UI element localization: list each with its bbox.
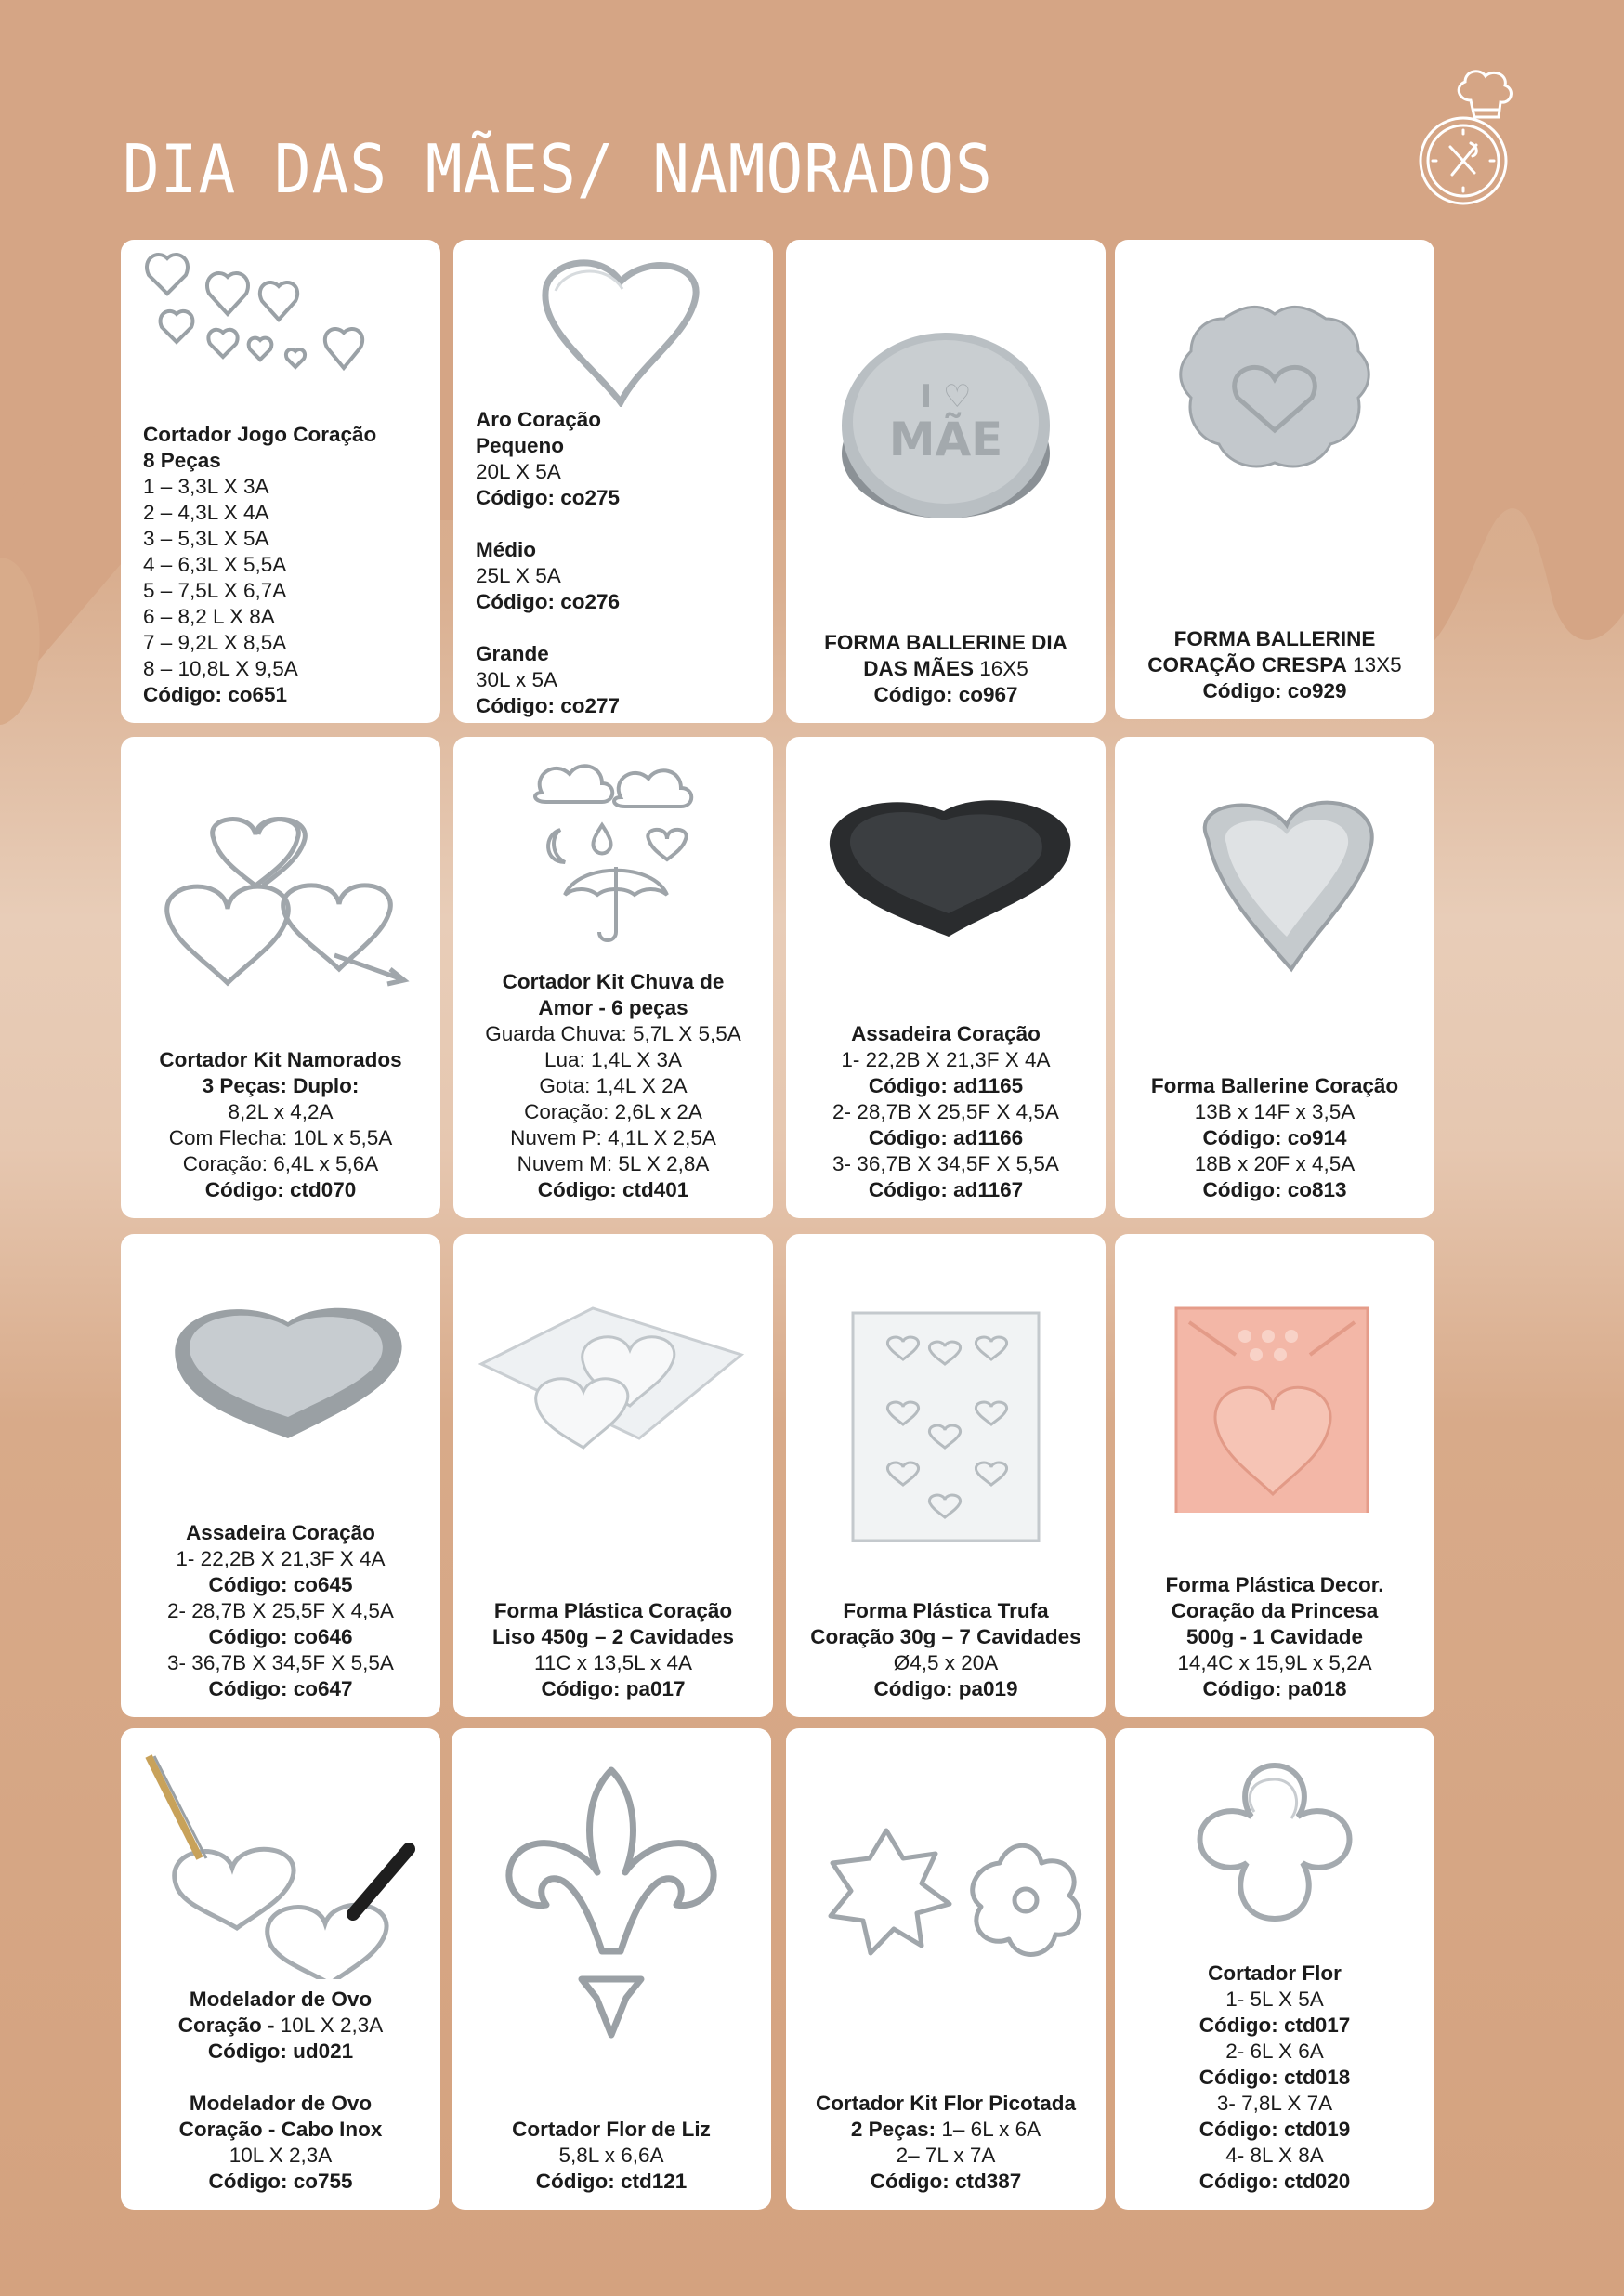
- product-line-bold: [139, 1624, 422, 1650]
- line-text: Guarda Chuva: 5,7L X 5,5A: [485, 1022, 741, 1045]
- product-line-bold: [143, 682, 422, 708]
- product-line: [472, 1047, 754, 1073]
- product-line: [143, 656, 422, 682]
- line-text: Código: ad1167: [868, 1178, 1024, 1201]
- product-line: [1133, 2143, 1416, 2169]
- product-card[interactable]: [121, 240, 440, 723]
- product-card[interactable]: [121, 737, 440, 1218]
- product-card[interactable]: [453, 737, 773, 1218]
- product-line: [472, 1125, 754, 1151]
- line-text: Grande: [476, 642, 549, 665]
- line-text: Código: co645: [208, 1573, 353, 1596]
- product-line: [805, 1047, 1087, 1073]
- product-line-bold: [476, 485, 754, 511]
- aluminum-heart-pan-icon: [121, 1234, 440, 1503]
- line-text: 3- 36,7B X 34,5F X 5,5A: [832, 1152, 1059, 1175]
- line-text: 3- 36,7B X 34,5F X 5,5A: [167, 1651, 394, 1674]
- line-text: Código: ctd121: [535, 2170, 688, 2193]
- product-description: [453, 407, 773, 723]
- line-text: Forma Plástica Decor.: [1165, 1573, 1384, 1596]
- plastic-truffle-mold-icon: [786, 1234, 1106, 1550]
- line-text: Código: pa017: [541, 1677, 686, 1700]
- line-text: Forma Ballerine Coração: [1150, 1074, 1399, 1097]
- product-line-bold: [139, 2117, 422, 2143]
- product-line: [476, 667, 754, 693]
- line-text: 8 – 10,8L X 9,5A: [143, 657, 298, 680]
- plastic-heart-mold-icon: [453, 1234, 773, 1513]
- product-line: [805, 1099, 1087, 1125]
- product-card[interactable]: [786, 240, 1106, 723]
- flower-cutter-icon: [1115, 1728, 1434, 1951]
- product-line: [143, 578, 422, 604]
- line-text: Modelador de Ovo: [189, 2092, 373, 2115]
- line-text: Médio: [476, 538, 536, 561]
- line-text: 500g - 1 Cavidade: [1185, 1625, 1364, 1648]
- line-text: Cortador Kit Namorados: [159, 1048, 402, 1071]
- product-line: [143, 526, 422, 552]
- product-description: [786, 1550, 1106, 1717]
- line-text: Código: ctd387: [870, 2170, 1022, 2193]
- line-text: Código: ud021: [207, 2040, 354, 2063]
- line-text: 30L x 5A: [476, 668, 557, 691]
- product-description: [786, 574, 1106, 723]
- product-line-bold: [139, 1047, 422, 1073]
- line-text: Coração - Cabo Inox: [178, 2118, 383, 2141]
- product-description: [786, 1006, 1106, 1218]
- line-text: Código: pa019: [873, 1677, 1018, 1700]
- line-text: Código: co277: [476, 694, 621, 717]
- line-text: Coração 30g – 7 Cavidades: [810, 1625, 1081, 1648]
- line-text: Coração: 2,6L x 2A: [524, 1100, 702, 1123]
- product-line-bold: [472, 1177, 754, 1203]
- product-description: [1115, 556, 1434, 719]
- heart-egg-mold-icon: [121, 1728, 440, 1979]
- product-line: [1133, 1151, 1416, 1177]
- line-text: 2 Peças:: [850, 2118, 936, 2141]
- line-spacer: [139, 2065, 422, 2091]
- line-text: Coração da Princesa: [1171, 1599, 1379, 1622]
- line-text: 1 – 3,3L X 3A: [143, 475, 269, 498]
- product-line-bold: [139, 1572, 422, 1598]
- princess-heart-mold-icon: [1115, 1234, 1434, 1513]
- line-text: 25L X 5A: [476, 564, 561, 587]
- product-line-bold: [805, 656, 1087, 682]
- line-text: Código: co813: [1202, 1178, 1347, 1201]
- line-text: 3 – 5,3L X 5A: [143, 527, 269, 550]
- product-line: [1133, 1099, 1416, 1125]
- line-text: Pequeno: [476, 434, 565, 457]
- line-text: 1- 22,2B X 21,3F X 4A: [176, 1547, 386, 1570]
- line-text: Código: pa018: [1202, 1677, 1347, 1700]
- line-text: Cortador Flor: [1208, 1961, 1342, 1985]
- product-description: [453, 1513, 773, 1717]
- product-line-bold: [472, 969, 754, 995]
- product-line-bold: [805, 2117, 1087, 2143]
- line-suffix: 13X5: [1346, 653, 1402, 676]
- product-line-bold: [1133, 626, 1416, 652]
- line-text: 5,8L x 6,6A: [558, 2144, 664, 2167]
- serrated-flower-cutter-icon: [786, 1728, 1106, 2035]
- heart-ballerine-pan-icon: [1115, 737, 1434, 1034]
- line-text: 3 Peças: Duplo:: [202, 1074, 360, 1097]
- product-line-bold: [1133, 1125, 1416, 1151]
- line-text: 4 – 6,3L X 5,5A: [143, 553, 287, 576]
- line-text: Cortador Flor de Liz: [512, 2118, 711, 2141]
- product-description: [452, 2053, 771, 2210]
- product-line: [1133, 1650, 1416, 1676]
- product-line-bold: [472, 995, 754, 1021]
- product-line-bold: [139, 1676, 422, 1702]
- line-text: Coração -: [177, 2014, 275, 2037]
- product-line: [805, 1650, 1087, 1676]
- product-line-bold: [470, 2117, 753, 2143]
- product-line-bold: [143, 448, 422, 474]
- product-line-bold: [805, 630, 1087, 656]
- line-text: 6 – 8,2 L X 8A: [143, 605, 275, 628]
- product-line: [139, 1099, 422, 1125]
- product-line-bold: [1133, 1961, 1416, 1987]
- product-line-bold: [476, 589, 754, 615]
- line-suffix: 1– 6L x 6A: [936, 2118, 1041, 2141]
- product-card[interactable]: [786, 737, 1106, 1218]
- product-line-bold: [805, 1125, 1087, 1151]
- product-card[interactable]: [453, 1234, 773, 1717]
- line-text: Código: co647: [208, 1677, 353, 1700]
- line-spacer: [476, 615, 754, 641]
- round-pan-i-love-mae-icon: [786, 240, 1106, 574]
- line-text: 2- 6L X 6A: [1225, 2040, 1324, 2063]
- product-line-bold: [1133, 678, 1416, 704]
- product-line-bold: [476, 407, 754, 433]
- svg-text:MÃE: MÃE: [888, 413, 1003, 466]
- line-text: 4- 8L X 8A: [1225, 2144, 1324, 2167]
- line-text: 5 – 7,5L X 6,7A: [143, 579, 287, 602]
- line-text: FORMA BALLERINE DIA: [824, 631, 1067, 654]
- product-line-bold: [1133, 1572, 1416, 1598]
- line-text: Código: ctd401: [537, 1178, 689, 1201]
- line-text: 7 – 9,2L X 8,5A: [143, 631, 287, 654]
- product-line-bold: [1133, 1073, 1416, 1099]
- line-text: Coração: 6,4L x 5,6A: [182, 1152, 379, 1175]
- line-text: Código: co929: [1202, 679, 1347, 702]
- product-line-bold: [139, 2169, 422, 2195]
- product-description: [1115, 1034, 1434, 1218]
- product-line-bold: [139, 2013, 422, 2039]
- product-card[interactable]: [1115, 737, 1434, 1218]
- product-card[interactable]: [121, 1234, 440, 1717]
- product-line-bold: [805, 1676, 1087, 1702]
- product-line: [143, 604, 422, 630]
- line-text: Nuvem M: 5L X 2,8A: [517, 1152, 710, 1175]
- product-line-bold: [476, 641, 754, 667]
- product-description: [786, 2035, 1106, 2210]
- line-text: Lua: 1,4L X 3A: [544, 1048, 683, 1071]
- line-text: 2- 28,7B X 25,5F X 4,5A: [832, 1100, 1059, 1123]
- heart-ring-icon: [453, 240, 773, 407]
- product-line: [472, 1650, 754, 1676]
- product-line-bold: [1133, 2169, 1416, 2195]
- product-line-bold: [472, 1624, 754, 1650]
- product-line-bold: [805, 1073, 1087, 1099]
- product-description: [1115, 1513, 1434, 1717]
- rain-cutter-set-icon: [453, 737, 773, 951]
- line-text: 3- 7,8L X 7A: [1216, 2092, 1333, 2115]
- product-line-bold: [805, 682, 1087, 708]
- product-line-bold: [1133, 1598, 1416, 1624]
- line-text: Nuvem P: 4,1L X 2,5A: [510, 1126, 716, 1149]
- product-card[interactable]: [453, 240, 773, 723]
- scalloped-heart-pan-icon: [1115, 240, 1434, 556]
- product-line-bold: [476, 537, 754, 563]
- product-line: [139, 1598, 422, 1624]
- product-line: [476, 459, 754, 485]
- product-line-bold: [805, 2169, 1087, 2195]
- product-line: [470, 2143, 753, 2169]
- heart-cutter-set-icon: [121, 240, 440, 398]
- product-line: [472, 1021, 754, 1047]
- product-line-bold: [472, 1598, 754, 1624]
- product-line: [472, 1073, 754, 1099]
- product-line: [805, 1151, 1087, 1177]
- product-line-bold: [1133, 2117, 1416, 2143]
- product-card[interactable]: [1115, 240, 1434, 719]
- line-text: FORMA BALLERINE: [1173, 627, 1376, 650]
- line-text: 18B x 20F x 4,5A: [1194, 1152, 1356, 1175]
- product-line-bold: [1133, 1177, 1416, 1203]
- product-line-bold: [139, 1073, 422, 1099]
- line-text: Código: ctd019: [1198, 2118, 1351, 2141]
- product-line-bold: [139, 1987, 422, 2013]
- product-line-bold: [472, 1676, 754, 1702]
- product-card[interactable]: [121, 1728, 440, 2210]
- line-suffix: 10L X 2,3A: [274, 2014, 384, 2037]
- svg-text:I ♡: I ♡: [920, 378, 972, 415]
- line-text: Código: co275: [476, 486, 621, 509]
- product-line-bold: [805, 1624, 1087, 1650]
- product-line-bold: [470, 2169, 753, 2195]
- line-text: Forma Plástica Trufa: [843, 1599, 1049, 1622]
- line-text: 1- 22,2B X 21,3F X 4A: [841, 1048, 1051, 1071]
- line-text: Gota: 1,4L X 2A: [539, 1074, 688, 1097]
- product-description: [121, 1979, 440, 2210]
- line-text: Código: ctd018: [1198, 2066, 1351, 2089]
- line-text: Cortador Kit Chuva de: [502, 970, 725, 993]
- line-text: Amor - 6 peças: [538, 996, 688, 1019]
- product-line: [472, 1151, 754, 1177]
- line-text: DAS MÃES: [863, 657, 974, 680]
- product-card[interactable]: [1115, 1234, 1434, 1717]
- line-text: Código: co755: [208, 2170, 353, 2193]
- line-text: 13B x 14F x 3,5A: [1194, 1100, 1356, 1123]
- line-text: Código: ad1166: [868, 1126, 1024, 1149]
- line-text: 2 – 4,3L X 4A: [143, 501, 269, 524]
- line-text: CORAÇÃO CRESPA: [1147, 653, 1347, 676]
- page-title: DIA DAS MÃES/ NAMORADOS: [123, 130, 993, 209]
- product-line-bold: [139, 2039, 422, 2065]
- black-heart-pan-icon: [786, 737, 1106, 1006]
- product-line: [1133, 1987, 1416, 2013]
- line-text: Código: co276: [476, 590, 621, 613]
- product-card[interactable]: [1115, 1728, 1434, 2210]
- line-text: Liso 450g – 2 Cavidades: [491, 1625, 735, 1648]
- product-line-bold: [143, 422, 422, 448]
- line-text: Código: ctd070: [204, 1178, 357, 1201]
- line-text: 20L X 5A: [476, 460, 561, 483]
- line-text: Código: ad1165: [868, 1074, 1024, 1097]
- product-line-bold: [139, 1520, 422, 1546]
- product-line-bold: [805, 1598, 1087, 1624]
- product-line-bold: [805, 2091, 1087, 2117]
- line-text: 14,4C x 15,9L x 5,2A: [1177, 1651, 1372, 1674]
- line-text: Forma Plástica Coração: [493, 1599, 733, 1622]
- product-line-bold: [476, 693, 754, 719]
- line-text: 11C x 13,5L x 4A: [533, 1651, 693, 1674]
- product-line: [805, 2143, 1087, 2169]
- line-text: Assadeira Coração: [851, 1022, 1041, 1045]
- product-line-bold: [1133, 2013, 1416, 2039]
- product-line: [472, 1099, 754, 1125]
- product-line: [139, 1546, 422, 1572]
- fleur-de-lis-cutter-icon: [452, 1728, 771, 2053]
- line-text: Código: co967: [873, 683, 1018, 706]
- product-line: [1133, 2039, 1416, 2065]
- product-line-bold: [1133, 652, 1416, 678]
- product-card[interactable]: [786, 1728, 1106, 2210]
- line-suffix: 16X5: [973, 657, 1028, 680]
- product-line-bold: [1133, 2065, 1416, 2091]
- line-text: Aro Coração: [476, 408, 602, 431]
- product-line-bold: [476, 433, 754, 459]
- line-text: Código: co651: [143, 683, 288, 706]
- product-line-bold: [805, 1021, 1087, 1047]
- product-line: [1133, 2091, 1416, 2117]
- product-line: [139, 1650, 422, 1676]
- line-text: Assadeira Coração: [186, 1521, 375, 1544]
- product-description: [121, 1016, 440, 1218]
- line-text: 8,2L x 4,2A: [228, 1100, 334, 1123]
- product-line: [139, 1151, 422, 1177]
- product-line: [143, 552, 422, 578]
- product-line-bold: [139, 2091, 422, 2117]
- line-text: 8 Peças: [143, 449, 221, 472]
- product-description: [121, 1503, 440, 1717]
- line-text: Ø4,5 x 20A: [893, 1651, 999, 1674]
- product-line: [143, 630, 422, 656]
- line-text: Modelador de Ovo: [189, 1988, 373, 2011]
- product-line: [143, 474, 422, 500]
- product-line-bold: [1133, 1624, 1416, 1650]
- line-text: Com Flecha: 10L x 5,5A: [168, 1126, 393, 1149]
- line-text: Cortador Jogo Coração: [143, 423, 377, 446]
- product-line-bold: [1133, 1676, 1416, 1702]
- product-description: [121, 398, 440, 723]
- line-text: Código: co914: [1202, 1126, 1347, 1149]
- product-line: [139, 1125, 422, 1151]
- product-description: [453, 951, 773, 1218]
- line-spacer: [476, 511, 754, 537]
- line-text: Código: co646: [208, 1625, 353, 1648]
- product-line: [476, 563, 754, 589]
- chef-hat-clock-icon: [1417, 63, 1528, 212]
- product-line-bold: [139, 1177, 422, 1203]
- line-text: Código: ctd017: [1198, 2014, 1351, 2037]
- line-text: 10L X 2,3A: [229, 2144, 333, 2167]
- product-card[interactable]: [786, 1234, 1106, 1717]
- line-text: 1- 5L X 5A: [1225, 1988, 1324, 2011]
- product-line: [139, 2143, 422, 2169]
- line-text: 2– 7L x 7A: [896, 2144, 996, 2167]
- product-description: [1115, 1951, 1434, 2210]
- double-heart-cutter-icon: [121, 737, 440, 1016]
- line-text: Código: ctd020: [1198, 2170, 1351, 2193]
- product-line-bold: [805, 1177, 1087, 1203]
- line-text: Cortador Kit Flor Picotada: [815, 2092, 1077, 2115]
- product-line: [143, 500, 422, 526]
- product-card[interactable]: [452, 1728, 771, 2210]
- line-text: 2- 28,7B X 25,5F X 4,5A: [167, 1599, 394, 1622]
